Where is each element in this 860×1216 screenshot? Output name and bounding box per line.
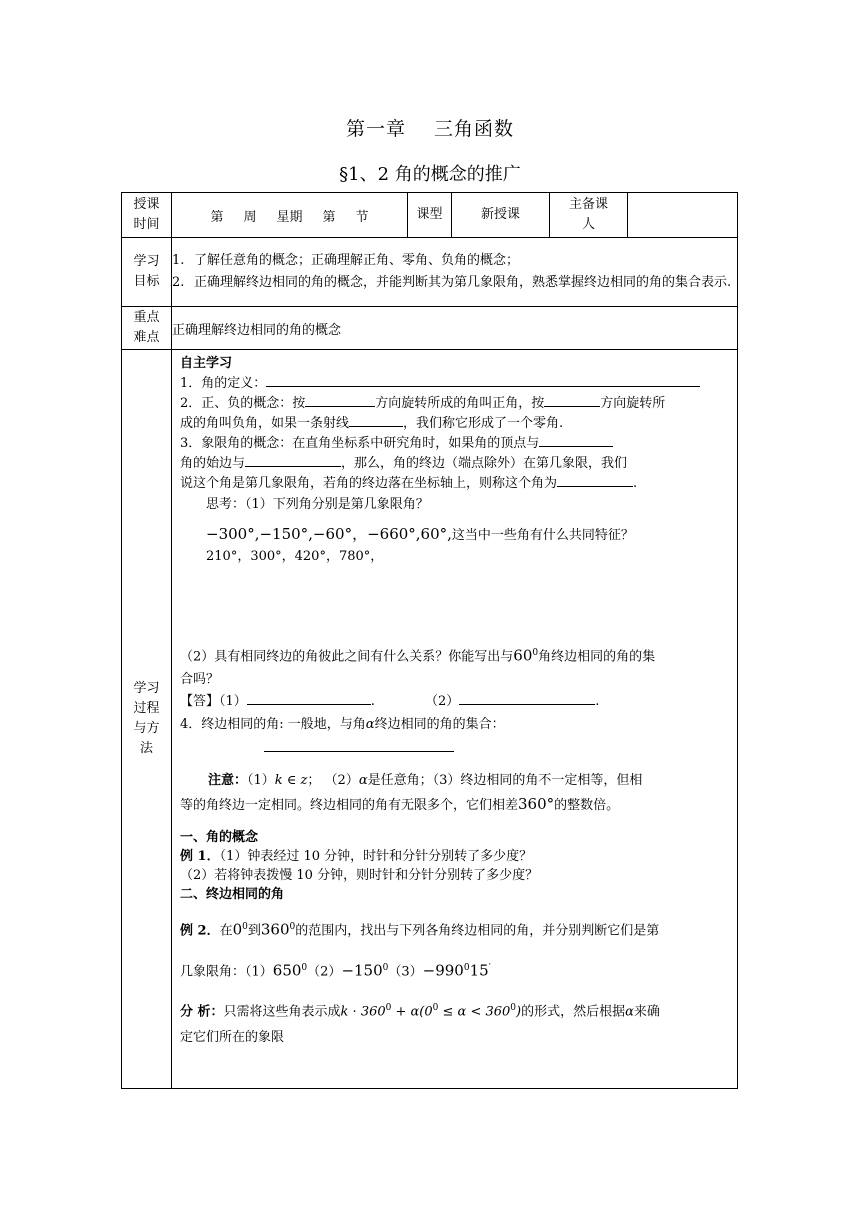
teacher-value [628,193,738,238]
goal-item: 1. 了解任意角的概念；正确理解正角、零角、负角的概念； [172,253,520,268]
question-3: 3．象限角的概念：在直角坐标系中研究角时，如果角的顶点与 [180,433,731,453]
think-question-2: （2）具有相同终边的角彼此之间有什么关系？你能写出与$60^0$角终边相同的角的集 [180,646,656,665]
example-2: 例 2．在$0^0$到$360^0$的范围内，找出与下列各角终边相同的角，并分别判断它们是第 [180,920,660,939]
analysis: 分 析：只需将这些角表示成$k \cdot 360^0 + \alpha(0^0 \le \alpha < 360^0)$的形式，然后根据α来确 [180,1002,660,1020]
label-goals: 学习 目标 [122,238,172,307]
example-1: 例 1．（1）钟表经过 10 分钟，时针和分针分别转了多少度？ [180,849,533,865]
goals-content [172,238,738,307]
label-type: 课型 [408,193,452,238]
time-info: 第 周 星期 第 节 [172,193,408,238]
section-title: §1、2 角的概念的推广 [339,164,521,185]
process-row [122,350,738,1089]
goal-item: 2. 正确理解终边相同的角的概念，并能判断其为第几象限角，熟悉掌握终边相同的角的集合表示. [172,275,732,290]
type-value: 新授课 [452,193,550,238]
self-study-heading: 自主学习 [180,356,233,371]
section-heading-1: 一、角的概念 [180,830,259,846]
label-teacher: 主备课 人 [550,193,628,238]
header-row [122,193,738,238]
angle-list-2: 210°，300°，420°，780°， [206,549,384,564]
answer-blank [180,738,731,758]
goals-row [122,238,738,307]
chapter-title: 第一章 三角函数 [345,118,515,140]
process-content: 自主学习 1．角的定义： 2．正、负的概念：按 方向旋转所成的角叫正角，按 方向旋转所 成的角叫负角，如果一条射线 ，我们称它形成了一个零角. 3．象限角的概念：在直角坐标系中研究角时，如果角的顶点与 角的始边与 ，那么，角的终边（端点除外）在第几象限，我们 说这个角是第几象限角，若角的终边落在坐标轴上，则称这个角为 . 思考：（1）下列角分别是第几象限角？ −300°,−150°,−60°，−660°,60°,这当中一些角有什么共同特征？ 210°，300°，420°，780°， （2）具有相同终边的角彼此之间有什么关系？你能写出与$60^0$角终边相同的角的集 合吗？ 【答】（1） . （2） . 4．终边相同的角: 一般地，与角α终边相同的角的集合： 注意：（1）k ∈ z； （2）α是任意角；（3）终边相同的角不一定相等，但相 等的角终边一定相同。终边相同的角有无限多个，它们相差360°的整数倍。 一、角的概念 例 1．（1）钟表经过 10 分钟，时针和分针分别转了多少度？ （2）若将钟表拨慢 10 分钟，则时针和分针分别转了多少度？ 二、终边相同的角 例 2．在$0^0$到$360^0$的范围内，找出与下列各角终边相同的角，并分别判断它们是第 几象限角：$(1)650^0(2)-150^0(3)-990^015'$ 分 析：只需将这些角表示成$k \cdot 360^0 + \alpha(0^0 \le \alpha < 360^0)$的形式，然后根据α来确 定它们所在的象限 [172,350,738,1089]
question-2: 2．正、负的概念：按 方向旋转所成的角叫正角，按 方向旋转所 [180,393,731,413]
keypoints-row [122,307,738,350]
angle-list: −300°,−150°,−60°，−660°,60°,这当中一些角有什么共同特征？ [206,525,634,543]
label-keypoints: 重点 难点 [122,307,172,350]
section-heading-2: 二、终边相同的角 [180,887,285,903]
lesson-plan-table [121,192,738,1089]
think-question: 思考：（1）下列角分别是第几象限角？ [206,497,429,512]
label-process: 学习 过程 与方 法 [122,350,172,1089]
keypoints-content: 正确理解终边相同的角的概念 [172,307,738,350]
answer-line: 【答】（1） . （2） . [180,691,731,711]
question-1: 1．角的定义： [180,373,731,393]
label-time: 授课 时间 [122,193,172,238]
question-4: 4．终边相同的角: 一般地，与角α终边相同的角的集合： [180,717,505,733]
note: 注意：（1）k ∈ z； （2）α是任意角；（3）终边相同的角不一定相等，但相 [208,773,643,789]
